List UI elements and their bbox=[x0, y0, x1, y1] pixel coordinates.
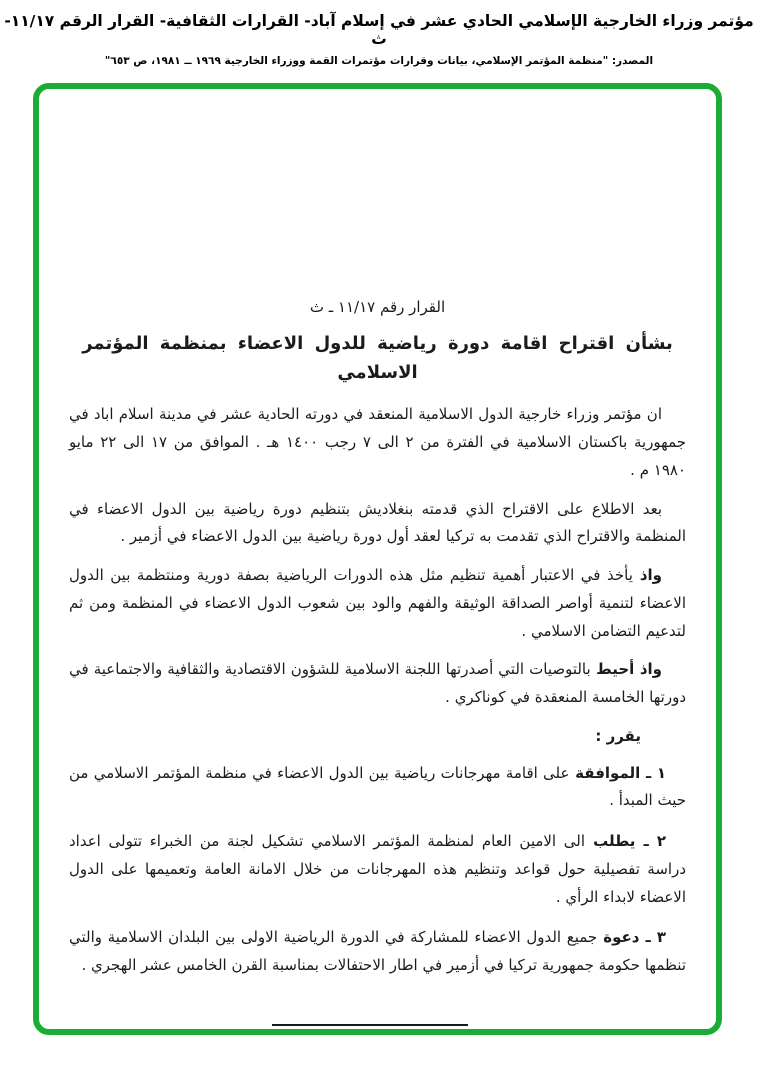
item-text: جميع الدول الاعضاء للمشاركة في الدورة الرياضية الاولى بين البلدان الاسلامية والتي تنظمها حكومة جمهورية تركيا في أزمير في اطار الاحتفالات بمناسبة القرن الخامس عشر الهجري . bbox=[69, 928, 686, 975]
green-border-frame bbox=[33, 83, 722, 1035]
paragraph-lead: واذ bbox=[632, 566, 662, 585]
item-lead: دعوة bbox=[597, 928, 640, 947]
document-content bbox=[39, 294, 716, 1026]
header-title: مؤتمر وزراء الخارجية الإسلامي الحادي عشر في إسلام آباد- القرارات الثقافية- القرار الرقم ١١/١٧- ث bbox=[4, 12, 754, 48]
divider-line bbox=[272, 1024, 468, 1026]
item-text: الى الامين العام لمنظمة المؤتمر الاسلامي تشكيل لجنة من الخبراء تتولى اعداد دراسة تفصيلية حول قواعد وتنظيم هذه المهرجانات من خلال الامانة العامة وتعميمها على الدول الاعضاء لابداء الرأي . bbox=[69, 832, 686, 906]
paragraph-lead: واذ أحيط bbox=[590, 660, 662, 679]
resolution-item bbox=[69, 760, 686, 816]
item-number: ٣ ـ bbox=[639, 928, 666, 947]
item-lead: يطلب bbox=[585, 832, 636, 851]
page-header bbox=[0, 12, 758, 67]
resolution-item bbox=[69, 924, 686, 980]
paragraph-text: بعد الاطلاع على الاقتراح الذي قدمته بنغلاديش بتنظيم دورة رياضية بين الدول الاعضاء في المنظمة والاقتراح الذي تقدمت به تركيا لعقد أول دورة رياضية بين الدول الاعضاء في أزمير . bbox=[69, 499, 686, 546]
paragraph-text: بالتوصيات التي أصدرتها اللجنة الاسلامية للشؤون الاقتصادية والثقافية والاجتماعية في دورتها الخامسة المنعقدة في كوناكري . bbox=[69, 660, 686, 707]
item-number: ٢ ـ bbox=[635, 832, 667, 851]
item-lead: الموافقة bbox=[569, 763, 641, 782]
paragraph-text: يأخذ في الاعتبار أهمية تنظيم مثل هذه الدورات الرياضية بصفة دورية ومنتظمة بين الدول الاعضاء لتنمية أواصر الصداقة الوثيقة والفهم والود بين شعوب الدول الاعضاء في المنظمة ومن ثم لتدعيم التضامن الاسلامي . bbox=[69, 566, 686, 640]
resolution-title: بشأن اقتراح اقامة دورة رياضية للدول الاعضاء بمنظمة المؤتمر الاسلامي bbox=[82, 332, 673, 383]
paragraph-text: ان مؤتمر وزراء خارجية الدول الاسلامية المنعقد في دورته الحادية عشر في مدينة اسلام اباد في جمهورية باكستان الاسلامية في الفترة من ٢ الى ٧ رجب ١٤٠٠ هـ . الموافق من ١٧ الى ٢٢ مايو ١٩٨٠ م . bbox=[69, 405, 687, 479]
paragraph bbox=[69, 562, 686, 645]
paragraph bbox=[69, 401, 686, 484]
paragraph bbox=[69, 496, 686, 552]
paragraph bbox=[69, 656, 686, 712]
header-source-line: المصدر: "منظمة المؤتمر الإسلامي، بيانات وقرارات مؤتمرات القمة ووزراء الخارجية ١٩٦٩ ــ ١٩٨١، ص ٦٥٣" bbox=[104, 55, 654, 67]
resolution-item bbox=[69, 828, 686, 911]
decides-label: يقرر : bbox=[595, 726, 641, 745]
resolution-number: القرار رقم ١١/١٧ ـ ث bbox=[309, 298, 446, 316]
item-number: ١ ـ bbox=[640, 763, 666, 782]
item-text: على اقامة مهرجانات رياضية بين الدول الاعضاء في منظمة المؤتمر الاسلامي من حيث المبدأ . bbox=[69, 763, 686, 810]
